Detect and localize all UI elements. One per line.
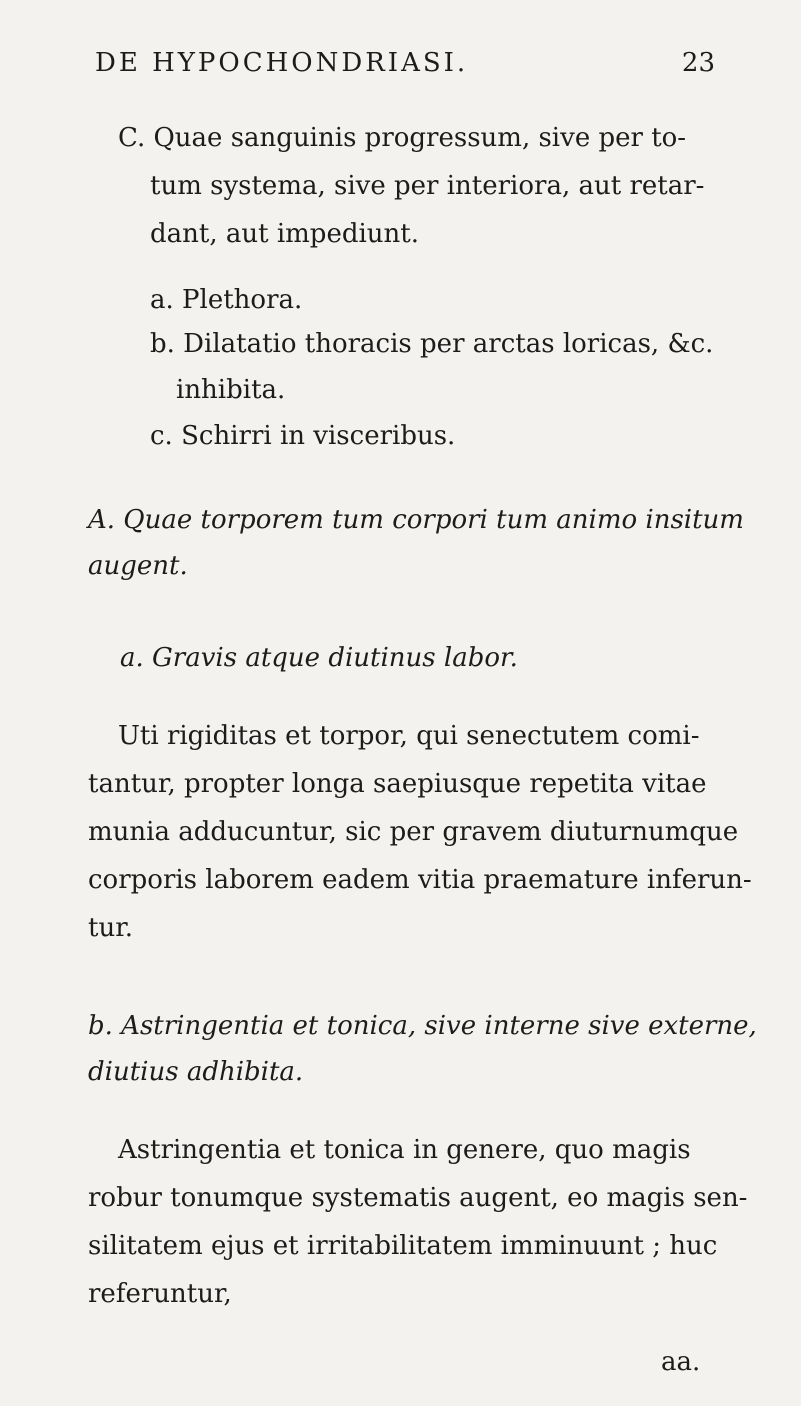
paragraph-line: Uti rigiditas et torpor, qui senectutem comi- bbox=[118, 721, 700, 751]
catchword: aa. bbox=[661, 1347, 701, 1377]
paragraph-line: tantur, propter longa saepiusque repetita vitae bbox=[88, 769, 707, 799]
paragraph-line: tur. bbox=[88, 913, 134, 943]
subsection-b-heading-line-1: b. Astringentia et tonica, sive interne sive externe, bbox=[88, 1011, 757, 1041]
paragraph-line: silitatem ejus et irritabilitatem imminuunt ; huc bbox=[88, 1231, 718, 1261]
section-a-heading-line-2: augent. bbox=[88, 551, 188, 581]
paragraph-line: Astringentia et tonica in genere, quo magis bbox=[118, 1135, 691, 1165]
list-item-a: a. Plethora. bbox=[150, 285, 303, 315]
paragraph-line: corporis laborem eadem vitia praemature inferun- bbox=[88, 865, 752, 895]
list-item-b-continued: inhibita. bbox=[176, 375, 286, 405]
running-title: DE HYPOCHONDRIASI. bbox=[95, 48, 469, 78]
section-c-heading-line-2: tum systema, sive per interiora, aut retar- bbox=[150, 171, 705, 201]
section-c-heading-line-1: C. Quae sanguinis progressum, sive per to- bbox=[118, 123, 687, 153]
paragraph-line: robur tonumque systematis augent, eo magis sen- bbox=[88, 1183, 748, 1213]
subsection-a-heading: a. Gravis atque diutinus labor. bbox=[120, 643, 518, 673]
section-a-heading-line-1: A. Quae torporem tum corpori tum animo insitum bbox=[88, 505, 744, 535]
list-item-b: b. Dilatatio thoracis per arctas loricas, &c. bbox=[150, 329, 714, 359]
page-number: 23 bbox=[681, 48, 715, 78]
subsection-b-heading-line-2: diutius adhibita. bbox=[88, 1057, 304, 1087]
paragraph-line: referuntur, bbox=[88, 1279, 232, 1309]
paragraph-line: munia adducuntur, sic per gravem diuturnumque bbox=[88, 817, 739, 847]
list-item-c: c. Schirri in visceribus. bbox=[150, 421, 456, 451]
running-header bbox=[95, 48, 715, 78]
section-c-heading-line-3: dant, aut impediunt. bbox=[150, 219, 419, 249]
